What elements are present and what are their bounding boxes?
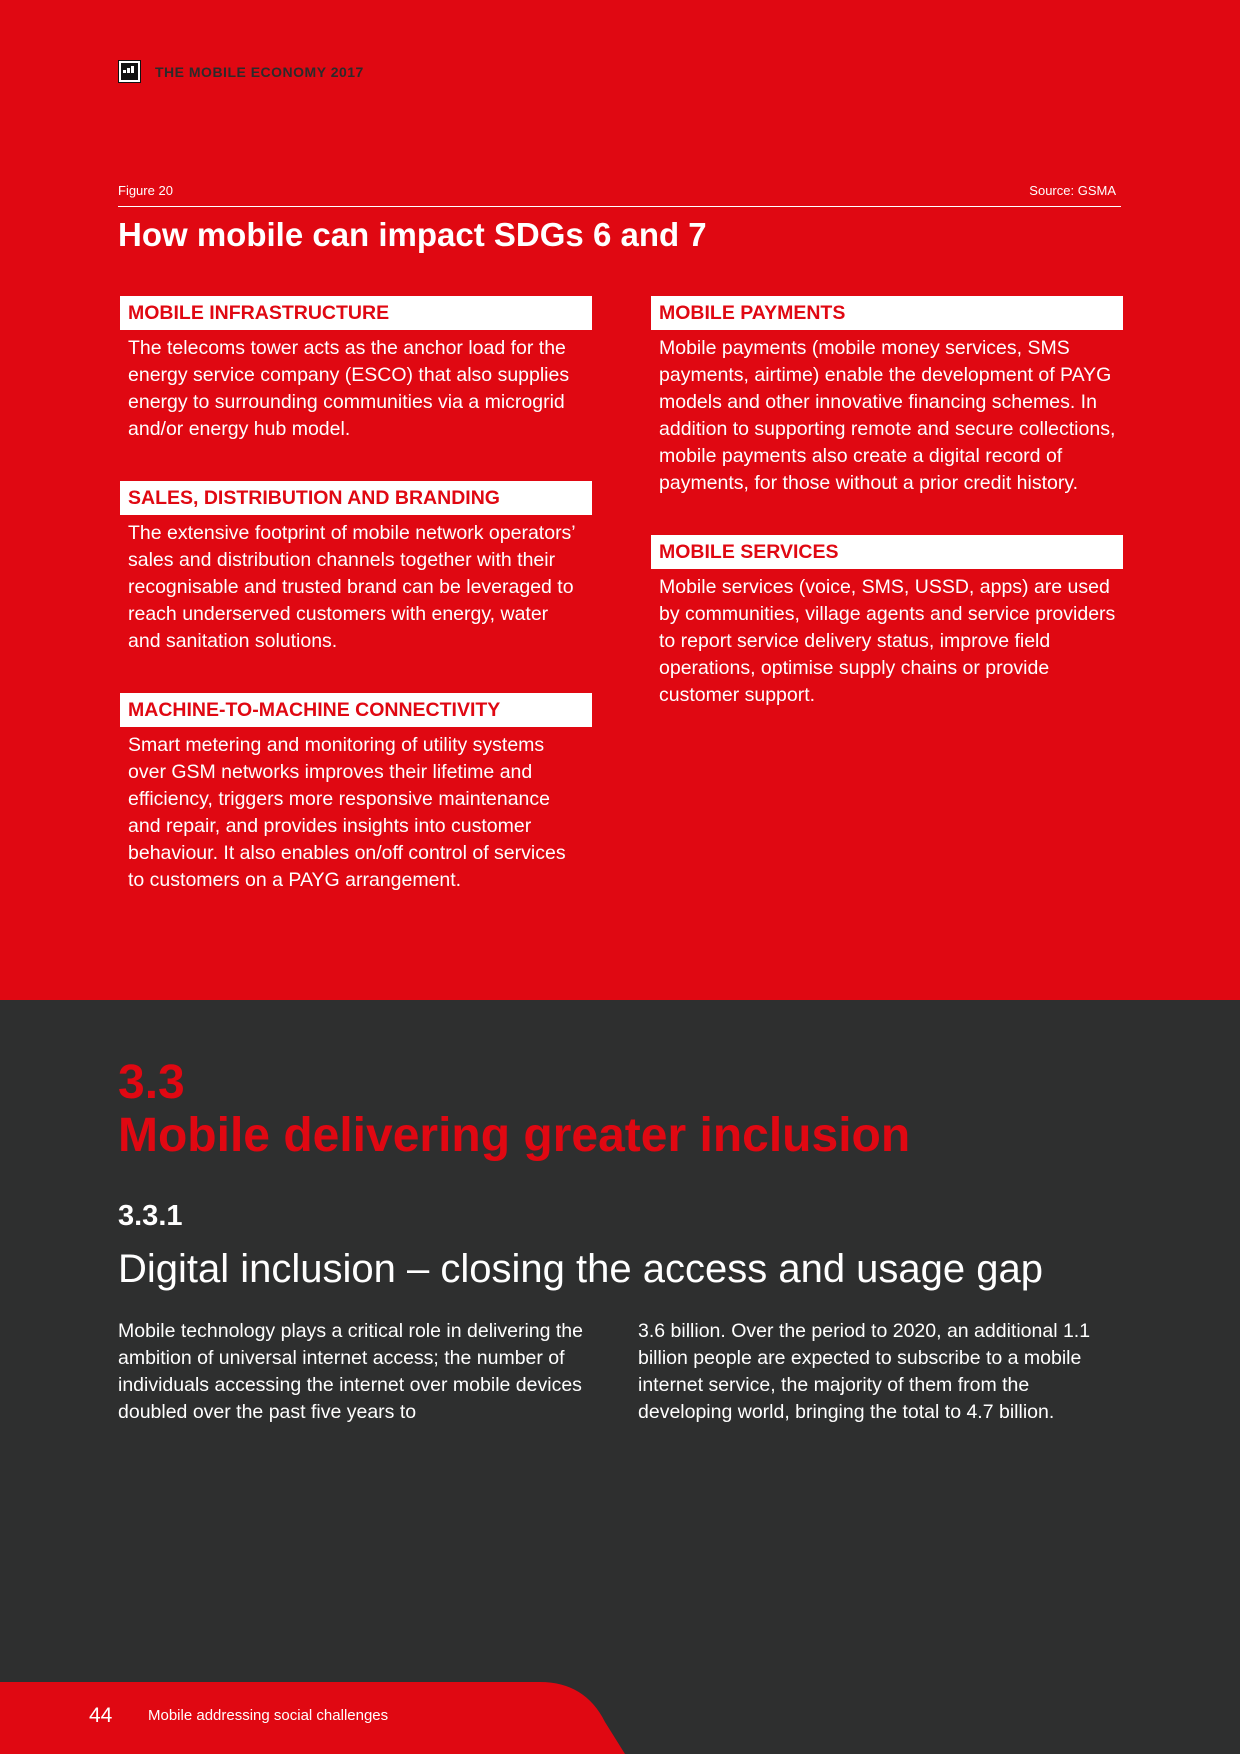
card-heading: MOBILE PAYMENTS — [651, 296, 1123, 330]
body-paragraph-1: Mobile technology plays a critical role in delivering the ambition of universal internet access; the number of individuals accessing the internet over mobile devices doubled over the past five years to — [118, 1320, 583, 1423]
card-mobile-services — [651, 535, 1123, 709]
card-body: Mobile services (voice, SMS, USSD, apps) are used by communities, village agents and service providers to report service delivery status, improve field operations, optimise supply chains or provide customer support. — [659, 576, 1116, 706]
card-body: Mobile payments (mobile money services, SMS payments, airtime) enable the development of PAYG models and other innovative financing schemes. In addition to supporting remote and secure collections, mobile payments also create a digital record of payments, for those without a prior credit history. — [659, 337, 1116, 494]
card-heading: MACHINE-TO-MACHINE CONNECTIVITY — [120, 693, 592, 727]
left-column — [120, 296, 592, 932]
card-heading: SALES, DISTRIBUTION AND BRANDING — [120, 481, 592, 515]
right-column — [651, 296, 1123, 747]
card-mobile-infrastructure — [120, 296, 592, 443]
section-title: Mobile delivering greater inclusion — [118, 1109, 911, 1162]
card-body: The telecoms tower acts as the anchor load for the energy service company (ESCO) that also supplies energy to surrounding communities via a microgrid and/or energy hub model. — [128, 337, 570, 440]
figure-title: How mobile can impact SDGs 6 and 7 — [118, 216, 707, 253]
card-heading: MOBILE SERVICES — [651, 535, 1123, 569]
footer-section-name: Mobile addressing social challenges — [148, 1707, 389, 1724]
card-sales-distribution-branding — [120, 481, 592, 655]
figure-source: Source: GSMA — [1029, 183, 1116, 198]
card-machine-to-machine — [120, 693, 592, 894]
gsma-logo-icon — [118, 60, 141, 83]
card-mobile-payments — [651, 296, 1123, 497]
section-number: 3.3 — [118, 1056, 185, 1109]
figure-caption-row — [118, 182, 1121, 207]
publication-title: THE MOBILE ECONOMY 2017 — [155, 63, 364, 80]
body-paragraph-2: 3.6 billion. Over the period to 2020, an additional 1.1 billion people are expected to subscribe to a mobile internet service, the majority of them from the developing world, bringing the total to 4.7 billion. — [638, 1320, 1091, 1423]
card-heading: MOBILE INFRASTRUCTURE — [120, 296, 592, 330]
running-header — [118, 60, 364, 83]
subsection-number: 3.3.1 — [118, 1200, 183, 1232]
page-number: 44 — [89, 1704, 113, 1727]
subsection-title: Digital inclusion – closing the access and usage gap — [118, 1247, 1044, 1291]
figure-label: Figure 20 — [118, 183, 173, 198]
card-body: The extensive footprint of mobile network operators’ sales and distribution channels together with their recognisable and trusted brand can be leveraged to reach underserved customers with energy, water and sanitation solutions. — [128, 522, 575, 652]
card-body: Smart metering and monitoring of utility systems over GSM networks improves their lifetime and efficiency, triggers more responsive maintenance and repair, and provides insights into customer behaviour. It also enables on/off control of services to customers on a PAYG arrangement. — [128, 734, 566, 891]
